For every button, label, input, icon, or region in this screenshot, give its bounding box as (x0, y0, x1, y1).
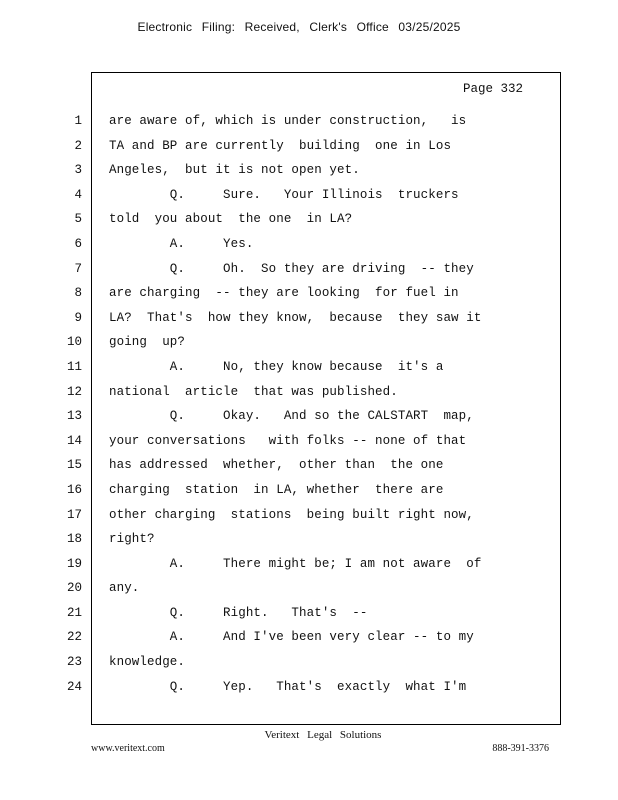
line-number: 18 (66, 532, 82, 547)
line-number: 15 (66, 458, 82, 473)
line-number: 6 (74, 236, 82, 251)
transcript-line: TA and BP are currently building one in Los (109, 138, 452, 153)
line-number: 24 (66, 679, 82, 694)
transcript-line: A. There might be; I am not aware of (109, 556, 482, 571)
transcript-line: told you about the one in LA? (109, 212, 353, 227)
transcript-line: A. Yes. (109, 236, 254, 251)
line-number: 2 (74, 138, 82, 153)
line-number: 13 (66, 409, 82, 424)
line-number: 20 (66, 581, 82, 596)
transcript-line: Q. Oh. So they are driving -- they (109, 261, 474, 276)
footer-company: Veritext Legal Solutions (264, 729, 382, 741)
transcript-line: right? (109, 532, 155, 547)
transcript-line: going up? (109, 335, 186, 350)
transcript-line: national article that was published. (109, 384, 398, 399)
line-number: 16 (66, 482, 82, 497)
transcript-line: has addressed whether, other than the one (109, 458, 444, 473)
transcript-line: Angeles, but it is not open yet. (109, 163, 360, 178)
transcript-line: Q. Okay. And so the CALSTART map, (109, 409, 474, 424)
line-number: 17 (66, 507, 82, 522)
transcript-line: are charging -- they are looking for fuel in (109, 286, 459, 301)
line-number: 10 (66, 335, 82, 350)
line-number: 23 (66, 655, 82, 670)
line-number: 19 (66, 556, 82, 571)
line-number: 22 (66, 630, 82, 645)
line-number: 11 (66, 359, 82, 374)
page-number: Page 332 (463, 82, 524, 96)
transcript-line: A. No, they know because it's a (109, 359, 444, 374)
line-number-column (60, 112, 82, 702)
transcript-line: any. (109, 581, 140, 596)
line-number: 4 (74, 187, 82, 202)
transcript-line: knowledge. (109, 655, 186, 670)
transcript-text (109, 112, 549, 702)
transcript-line: A. And I've been very clear -- to my (109, 630, 474, 645)
line-number: 21 (66, 605, 82, 620)
filing-stamp: Electronic Filing: Received, Clerk's Office 03/25/2025 (137, 20, 461, 34)
line-number: 1 (74, 114, 82, 128)
line-number: 3 (74, 163, 82, 178)
line-number: 8 (74, 286, 82, 301)
transcript-line: other charging stations being built right now, (109, 507, 474, 522)
footer-website: www.veritext.com (91, 743, 165, 754)
line-number: 9 (74, 310, 82, 325)
transcript-line: Q. Yep. That's exactly what I'm (109, 679, 467, 694)
transcript-line: your conversations with folks -- none of that (109, 433, 467, 448)
transcript-line: are aware of, which is under construction, is (109, 114, 467, 128)
transcript-line: LA? That's how they know, because they saw it (109, 310, 482, 325)
line-number: 14 (66, 433, 82, 448)
transcript-line: Q. Sure. Your Illinois truckers (109, 187, 459, 202)
line-number: 5 (74, 212, 82, 227)
transcript-line: charging station in LA, whether there are (109, 482, 444, 497)
line-number: 7 (74, 261, 82, 276)
line-number: 12 (66, 384, 82, 399)
transcript-line: Q. Right. That's -- (109, 605, 368, 620)
footer-phone: 888-391-3376 (492, 743, 549, 754)
